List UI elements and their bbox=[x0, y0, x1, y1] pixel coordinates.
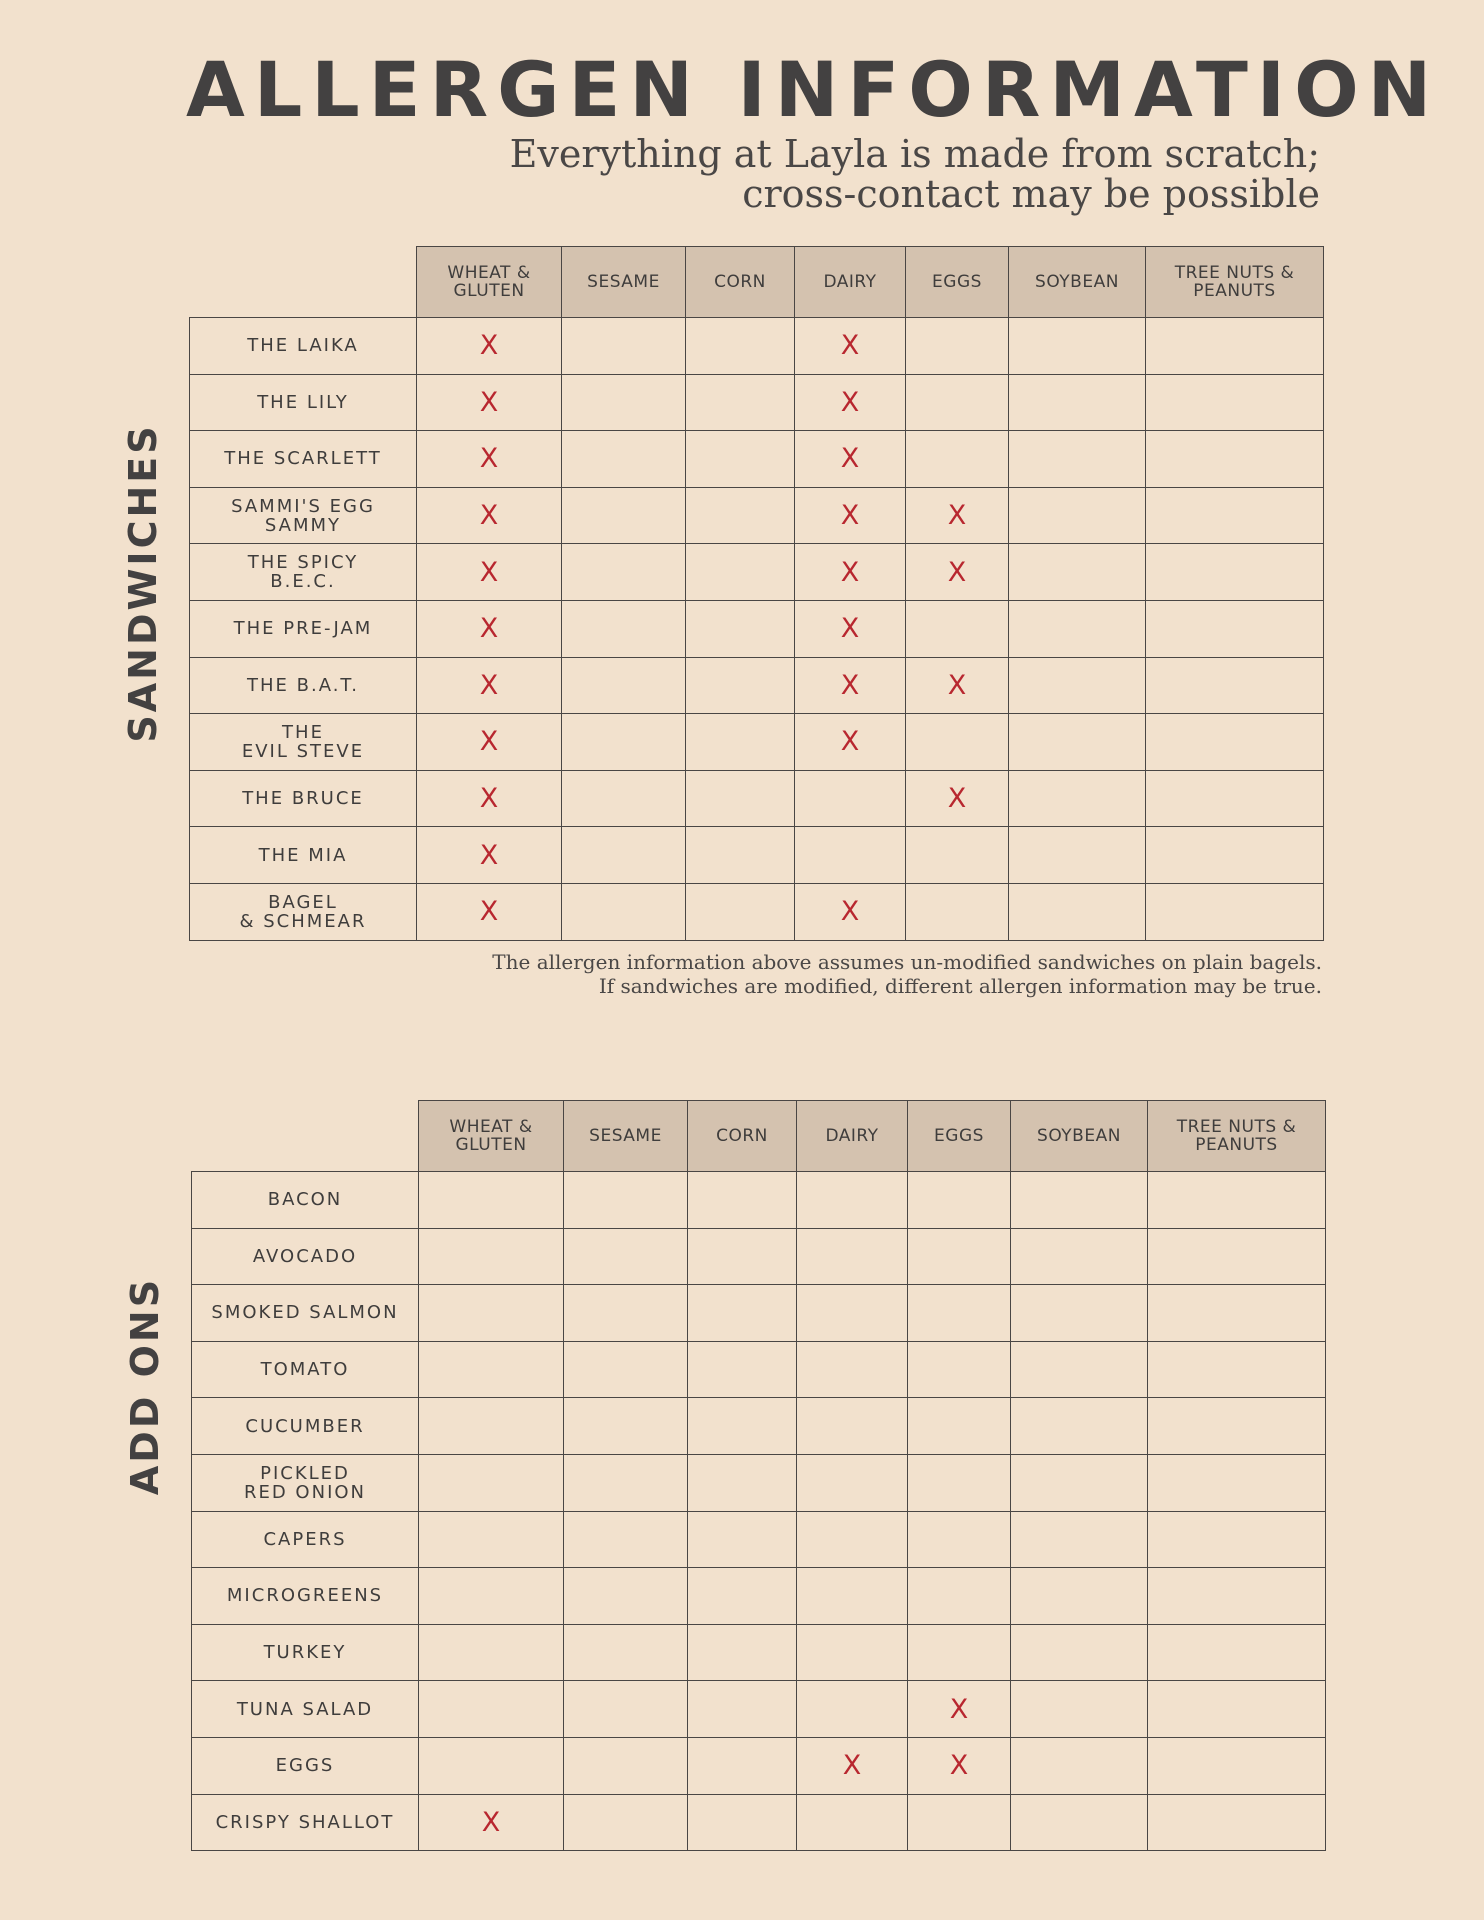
table-row bbox=[190, 318, 1324, 375]
allergen-mark: X bbox=[795, 374, 906, 431]
allergen-cell bbox=[1009, 487, 1146, 544]
table-row bbox=[190, 431, 1324, 488]
column-header-line: GLUTEN bbox=[455, 1135, 527, 1155]
allergen-cell bbox=[908, 1228, 1011, 1285]
item-name-smoked-salmon bbox=[192, 1285, 419, 1342]
allergen-cell bbox=[1009, 318, 1146, 375]
item-name-the-evil-steve bbox=[190, 714, 417, 771]
item-name-line: THE MIA bbox=[258, 844, 348, 866]
allergen-cell bbox=[797, 1568, 908, 1625]
item-name-the-pre-jam bbox=[190, 600, 417, 657]
item-name-line: THE LAIKA bbox=[247, 335, 359, 357]
table-row bbox=[192, 1454, 1326, 1511]
table-row bbox=[192, 1228, 1326, 1285]
allergen-cell bbox=[1009, 714, 1146, 771]
allergen-cell bbox=[688, 1511, 797, 1568]
allergen-cell bbox=[1148, 1341, 1326, 1398]
allergen-cell bbox=[906, 600, 1009, 657]
allergen-cell bbox=[1146, 714, 1324, 771]
allergen-cell bbox=[797, 1398, 908, 1455]
allergen-cell bbox=[562, 657, 686, 714]
allergen-cell bbox=[564, 1341, 688, 1398]
allergen-mark: X bbox=[795, 714, 906, 771]
allergen-mark: X bbox=[795, 431, 906, 488]
column-header-line: DAIRY bbox=[823, 272, 877, 292]
table-row bbox=[192, 1172, 1326, 1229]
table-row bbox=[190, 827, 1324, 884]
table-row bbox=[192, 1737, 1326, 1794]
allergen-cell bbox=[1148, 1681, 1326, 1738]
allergen-mark: X bbox=[906, 770, 1009, 827]
allergen-cell bbox=[908, 1511, 1011, 1568]
subtitle bbox=[510, 134, 1320, 214]
header-spacer bbox=[190, 247, 417, 318]
column-header-line: CORN bbox=[714, 272, 766, 292]
column-header-line: GLUTEN bbox=[453, 281, 525, 301]
column-header-soybean bbox=[1009, 247, 1146, 318]
allergen-cell bbox=[564, 1285, 688, 1342]
allergen-cell bbox=[906, 318, 1009, 375]
section-label-add-ons: ADD ONS bbox=[123, 1276, 167, 1496]
item-name-line: & SCHMEAR bbox=[239, 910, 367, 932]
allergen-cell bbox=[688, 1228, 797, 1285]
allergen-mark: X bbox=[795, 544, 906, 601]
item-name-line: CUCUMBER bbox=[245, 1415, 365, 1437]
allergen-mark: X bbox=[795, 487, 906, 544]
allergen-cell bbox=[1009, 544, 1146, 601]
item-name-line: SMOKED SALMON bbox=[211, 1302, 399, 1324]
allergen-cell bbox=[564, 1624, 688, 1681]
allergen-cell bbox=[419, 1285, 564, 1342]
item-name-line: THE bbox=[282, 721, 324, 743]
sandwiches-allergen-table bbox=[189, 246, 1324, 941]
allergen-cell bbox=[1011, 1172, 1148, 1229]
item-name-line: TURKEY bbox=[263, 1642, 347, 1664]
item-name-crispy-shallot bbox=[192, 1794, 419, 1851]
allergen-mark: X bbox=[795, 318, 906, 375]
allergen-cell bbox=[564, 1794, 688, 1851]
allergen-cell bbox=[797, 1341, 908, 1398]
table-row bbox=[192, 1285, 1326, 1342]
allergen-cell bbox=[686, 770, 795, 827]
allergen-mark: X bbox=[417, 770, 562, 827]
allergen-cell bbox=[1148, 1624, 1326, 1681]
item-name-the-laika bbox=[190, 318, 417, 375]
allergen-mark: X bbox=[417, 318, 562, 375]
table-row bbox=[190, 544, 1324, 601]
item-name-sammi-s-egg-sammy bbox=[190, 487, 417, 544]
column-header-line: WHEAT & bbox=[449, 1117, 533, 1137]
allergen-cell bbox=[419, 1228, 564, 1285]
allergen-mark: X bbox=[417, 544, 562, 601]
allergen-cell bbox=[908, 1285, 1011, 1342]
allergen-cell bbox=[562, 600, 686, 657]
item-name-the-b-a-t bbox=[190, 657, 417, 714]
table-row bbox=[192, 1681, 1326, 1738]
allergen-mark: X bbox=[417, 657, 562, 714]
table-row bbox=[190, 487, 1324, 544]
allergen-cell bbox=[1011, 1794, 1148, 1851]
column-header-line: DAIRY bbox=[825, 1126, 879, 1146]
allergen-mark: X bbox=[795, 600, 906, 657]
allergen-cell bbox=[564, 1737, 688, 1794]
allergen-mark: X bbox=[417, 431, 562, 488]
allergen-cell bbox=[906, 374, 1009, 431]
allergen-cell bbox=[1146, 883, 1324, 940]
table-row bbox=[192, 1624, 1326, 1681]
allergen-cell bbox=[1009, 827, 1146, 884]
item-name-capers bbox=[192, 1511, 419, 1568]
allergen-mark: X bbox=[417, 714, 562, 771]
allergen-cell bbox=[562, 883, 686, 940]
allergen-cell bbox=[562, 714, 686, 771]
column-header-wheat-gluten bbox=[417, 247, 562, 318]
column-header-dairy bbox=[795, 247, 906, 318]
table-row bbox=[190, 657, 1324, 714]
item-name-bagel-schmear bbox=[190, 883, 417, 940]
item-name-line: CRISPY SHALLOT bbox=[215, 1811, 395, 1833]
allergen-cell bbox=[686, 883, 795, 940]
allergen-cell bbox=[686, 714, 795, 771]
allergen-cell bbox=[1011, 1737, 1148, 1794]
column-header-line: TREE NUTS & bbox=[1176, 1117, 1297, 1137]
header-spacer bbox=[192, 1101, 419, 1172]
allergen-mark: X bbox=[908, 1737, 1011, 1794]
column-header-line: EGGS bbox=[934, 1126, 984, 1146]
allergen-cell bbox=[562, 374, 686, 431]
allergen-cell bbox=[686, 657, 795, 714]
allergen-cell bbox=[797, 1454, 908, 1511]
footnote-line: If sandwiches are modified, different allergen information may be true. bbox=[598, 974, 1322, 998]
allergen-mark: X bbox=[906, 657, 1009, 714]
allergen-cell bbox=[562, 431, 686, 488]
table-row bbox=[192, 1398, 1326, 1455]
allergen-cell bbox=[564, 1398, 688, 1455]
allergen-cell bbox=[1009, 431, 1146, 488]
item-name-tuna-salad bbox=[192, 1681, 419, 1738]
allergen-cell bbox=[688, 1568, 797, 1625]
allergen-mark: X bbox=[906, 544, 1009, 601]
item-name-line: THE SCARLETT bbox=[224, 448, 382, 470]
allergen-cell bbox=[1148, 1228, 1326, 1285]
allergen-cell bbox=[1146, 544, 1324, 601]
allergen-cell bbox=[1011, 1454, 1148, 1511]
allergen-cell bbox=[562, 544, 686, 601]
allergen-cell bbox=[1148, 1737, 1326, 1794]
allergen-cell bbox=[795, 770, 906, 827]
allergen-cell bbox=[564, 1228, 688, 1285]
column-header-dairy bbox=[797, 1101, 908, 1172]
allergen-cell bbox=[564, 1568, 688, 1625]
allergen-cell bbox=[686, 431, 795, 488]
allergen-cell bbox=[419, 1568, 564, 1625]
column-header-eggs bbox=[908, 1101, 1011, 1172]
allergen-mark: X bbox=[417, 374, 562, 431]
allergen-cell bbox=[688, 1794, 797, 1851]
allergen-cell bbox=[1009, 883, 1146, 940]
allergen-cell bbox=[688, 1681, 797, 1738]
allergen-header-row bbox=[190, 247, 1324, 318]
item-name-line: THE LILY bbox=[257, 391, 349, 413]
allergen-cell bbox=[686, 544, 795, 601]
allergen-cell bbox=[1011, 1398, 1148, 1455]
allergen-cell bbox=[562, 318, 686, 375]
allergen-cell bbox=[908, 1454, 1011, 1511]
footnote bbox=[492, 950, 1322, 998]
allergen-cell bbox=[564, 1681, 688, 1738]
item-name-line: THE SPICY bbox=[247, 552, 359, 574]
column-header-line: PEANUTS bbox=[1193, 281, 1276, 301]
allergen-cell bbox=[562, 827, 686, 884]
item-name-line: EGGS bbox=[275, 1755, 335, 1777]
item-name-bacon bbox=[192, 1172, 419, 1229]
allergen-cell bbox=[1011, 1624, 1148, 1681]
allergen-cell bbox=[797, 1511, 908, 1568]
allergen-cell bbox=[419, 1341, 564, 1398]
item-name-line: MICROGREENS bbox=[226, 1585, 384, 1607]
footnote-line: The allergen information above assumes un-modified sandwiches on plain bagels. bbox=[492, 950, 1322, 974]
allergen-cell bbox=[1011, 1341, 1148, 1398]
allergen-cell bbox=[1148, 1568, 1326, 1625]
allergen-cell bbox=[419, 1511, 564, 1568]
item-name-cucumber bbox=[192, 1398, 419, 1455]
item-name-the-bruce bbox=[190, 770, 417, 827]
item-name-line: TUNA SALAD bbox=[236, 1698, 374, 1720]
allergen-cell bbox=[564, 1454, 688, 1511]
allergen-cell bbox=[795, 827, 906, 884]
allergen-cell bbox=[1148, 1511, 1326, 1568]
section-label-sandwiches: SANDWICHES bbox=[121, 423, 165, 743]
allergen-cell bbox=[1146, 827, 1324, 884]
allergen-cell bbox=[686, 600, 795, 657]
allergen-cell bbox=[1146, 600, 1324, 657]
allergen-cell bbox=[908, 1794, 1011, 1851]
allergen-mark: X bbox=[906, 487, 1009, 544]
allergen-cell bbox=[908, 1172, 1011, 1229]
allergen-mark: X bbox=[419, 1794, 564, 1851]
allergen-cell bbox=[688, 1737, 797, 1794]
page-title: ALLERGEN INFORMATION bbox=[186, 45, 1441, 134]
allergen-cell bbox=[686, 374, 795, 431]
item-name-avocado bbox=[192, 1228, 419, 1285]
column-header-corn bbox=[688, 1101, 797, 1172]
allergen-cell bbox=[419, 1172, 564, 1229]
allergen-cell bbox=[1148, 1398, 1326, 1455]
allergen-cell bbox=[688, 1341, 797, 1398]
allergen-cell bbox=[562, 770, 686, 827]
allergen-mark: X bbox=[417, 600, 562, 657]
allergen-cell bbox=[797, 1228, 908, 1285]
allergen-cell bbox=[906, 883, 1009, 940]
allergen-cell bbox=[1146, 657, 1324, 714]
allergen-cell bbox=[908, 1624, 1011, 1681]
allergen-cell bbox=[419, 1454, 564, 1511]
allergen-cell bbox=[1148, 1454, 1326, 1511]
allergen-cell bbox=[1011, 1228, 1148, 1285]
allergen-cell bbox=[688, 1285, 797, 1342]
allergen-cell bbox=[1011, 1285, 1148, 1342]
column-header-tree-nuts-peanuts bbox=[1146, 247, 1324, 318]
allergen-cell bbox=[419, 1624, 564, 1681]
table-row bbox=[192, 1341, 1326, 1398]
allergen-cell bbox=[797, 1624, 908, 1681]
allergen-cell bbox=[908, 1398, 1011, 1455]
item-name-the-scarlett bbox=[190, 431, 417, 488]
allergen-cell bbox=[797, 1681, 908, 1738]
allergen-mark: X bbox=[417, 487, 562, 544]
item-name-line: EVIL STEVE bbox=[241, 740, 365, 762]
allergen-cell bbox=[1011, 1681, 1148, 1738]
table-row bbox=[192, 1794, 1326, 1851]
allergen-cell bbox=[1009, 657, 1146, 714]
allergen-cell bbox=[1011, 1511, 1148, 1568]
table-row bbox=[192, 1568, 1326, 1625]
column-header-sesame bbox=[562, 247, 686, 318]
column-header-wheat-gluten bbox=[419, 1101, 564, 1172]
column-header-line: SOYBEAN bbox=[1037, 1126, 1121, 1146]
allergen-cell bbox=[419, 1398, 564, 1455]
allergen-cell bbox=[686, 487, 795, 544]
column-header-line: WHEAT & bbox=[447, 263, 531, 283]
column-header-line: PEANUTS bbox=[1195, 1135, 1278, 1155]
item-name-line: SAMMY bbox=[264, 514, 342, 536]
subtitle-line: cross-contact may be possible bbox=[742, 172, 1320, 216]
allergen-cell bbox=[908, 1341, 1011, 1398]
allergen-cell bbox=[1148, 1285, 1326, 1342]
item-name-line: THE B.A.T. bbox=[247, 674, 359, 696]
item-name-line: PICKLED bbox=[260, 1462, 350, 1484]
allergen-cell bbox=[688, 1172, 797, 1229]
item-name-eggs bbox=[192, 1737, 419, 1794]
table-row bbox=[192, 1511, 1326, 1568]
table-row bbox=[190, 374, 1324, 431]
allergen-mark: X bbox=[417, 827, 562, 884]
allergen-cell bbox=[797, 1172, 908, 1229]
item-name-line: BACON bbox=[267, 1189, 343, 1211]
allergen-cell bbox=[686, 827, 795, 884]
allergen-mark: X bbox=[908, 1681, 1011, 1738]
item-name-the-mia bbox=[190, 827, 417, 884]
item-name-the-lily bbox=[190, 374, 417, 431]
item-name-line: B.E.C. bbox=[270, 571, 336, 593]
allergen-cell bbox=[1146, 487, 1324, 544]
allergen-cell bbox=[797, 1285, 908, 1342]
allergen-cell bbox=[797, 1794, 908, 1851]
item-name-line: SAMMI'S EGG bbox=[231, 495, 375, 517]
allergen-cell bbox=[1009, 770, 1146, 827]
table-row bbox=[190, 600, 1324, 657]
item-name-line: AVOCADO bbox=[252, 1245, 358, 1267]
item-name-the-spicy-b-e-c bbox=[190, 544, 417, 601]
column-header-line: SOYBEAN bbox=[1035, 272, 1119, 292]
item-name-tomato bbox=[192, 1341, 419, 1398]
allergen-cell bbox=[419, 1737, 564, 1794]
column-header-line: SESAME bbox=[589, 1126, 662, 1146]
allergen-cell bbox=[1146, 770, 1324, 827]
add-ons-allergen-table bbox=[191, 1100, 1326, 1851]
table-row bbox=[190, 714, 1324, 771]
column-header-line: SESAME bbox=[587, 272, 660, 292]
column-header-eggs bbox=[906, 247, 1009, 318]
column-header-line: TREE NUTS & bbox=[1174, 263, 1295, 283]
allergen-cell bbox=[562, 487, 686, 544]
allergen-cell bbox=[906, 714, 1009, 771]
allergen-cell bbox=[1009, 600, 1146, 657]
item-name-line: THE PRE-JAM bbox=[233, 618, 373, 640]
allergen-mark: X bbox=[795, 883, 906, 940]
column-header-tree-nuts-peanuts bbox=[1148, 1101, 1326, 1172]
allergen-cell bbox=[1148, 1172, 1326, 1229]
column-header-line: CORN bbox=[716, 1126, 768, 1146]
allergen-cell bbox=[1011, 1568, 1148, 1625]
allergen-cell bbox=[908, 1568, 1011, 1625]
subtitle-line: Everything at Layla is made from scratch; bbox=[509, 132, 1320, 176]
allergen-cell bbox=[419, 1681, 564, 1738]
allergen-cell bbox=[1148, 1794, 1326, 1851]
allergen-mark: X bbox=[795, 657, 906, 714]
item-name-pickled-red-onion bbox=[192, 1454, 419, 1511]
allergen-cell bbox=[1146, 374, 1324, 431]
allergen-cell bbox=[1146, 431, 1324, 488]
item-name-line: TOMATO bbox=[260, 1359, 350, 1381]
allergen-cell bbox=[688, 1454, 797, 1511]
column-header-corn bbox=[686, 247, 795, 318]
allergen-cell bbox=[564, 1511, 688, 1568]
allergen-cell bbox=[1146, 318, 1324, 375]
item-name-microgreens bbox=[192, 1568, 419, 1625]
allergen-cell bbox=[564, 1172, 688, 1229]
column-header-line: EGGS bbox=[932, 272, 982, 292]
allergen-header-row bbox=[192, 1101, 1326, 1172]
table-row bbox=[190, 883, 1324, 940]
allergen-cell bbox=[906, 827, 1009, 884]
table-row bbox=[190, 770, 1324, 827]
allergen-cell bbox=[1009, 374, 1146, 431]
allergen-mark: X bbox=[797, 1737, 908, 1794]
allergen-cell bbox=[688, 1398, 797, 1455]
item-name-turkey bbox=[192, 1624, 419, 1681]
allergen-cell bbox=[906, 431, 1009, 488]
item-name-line: CAPERS bbox=[263, 1528, 347, 1550]
item-name-line: RED ONION bbox=[243, 1481, 367, 1503]
column-header-soybean bbox=[1011, 1101, 1148, 1172]
allergen-mark: X bbox=[417, 883, 562, 940]
column-header-sesame bbox=[564, 1101, 688, 1172]
item-name-line: BAGEL bbox=[268, 891, 338, 913]
allergen-cell bbox=[688, 1624, 797, 1681]
allergen-cell bbox=[686, 318, 795, 375]
item-name-line: THE BRUCE bbox=[242, 788, 364, 810]
